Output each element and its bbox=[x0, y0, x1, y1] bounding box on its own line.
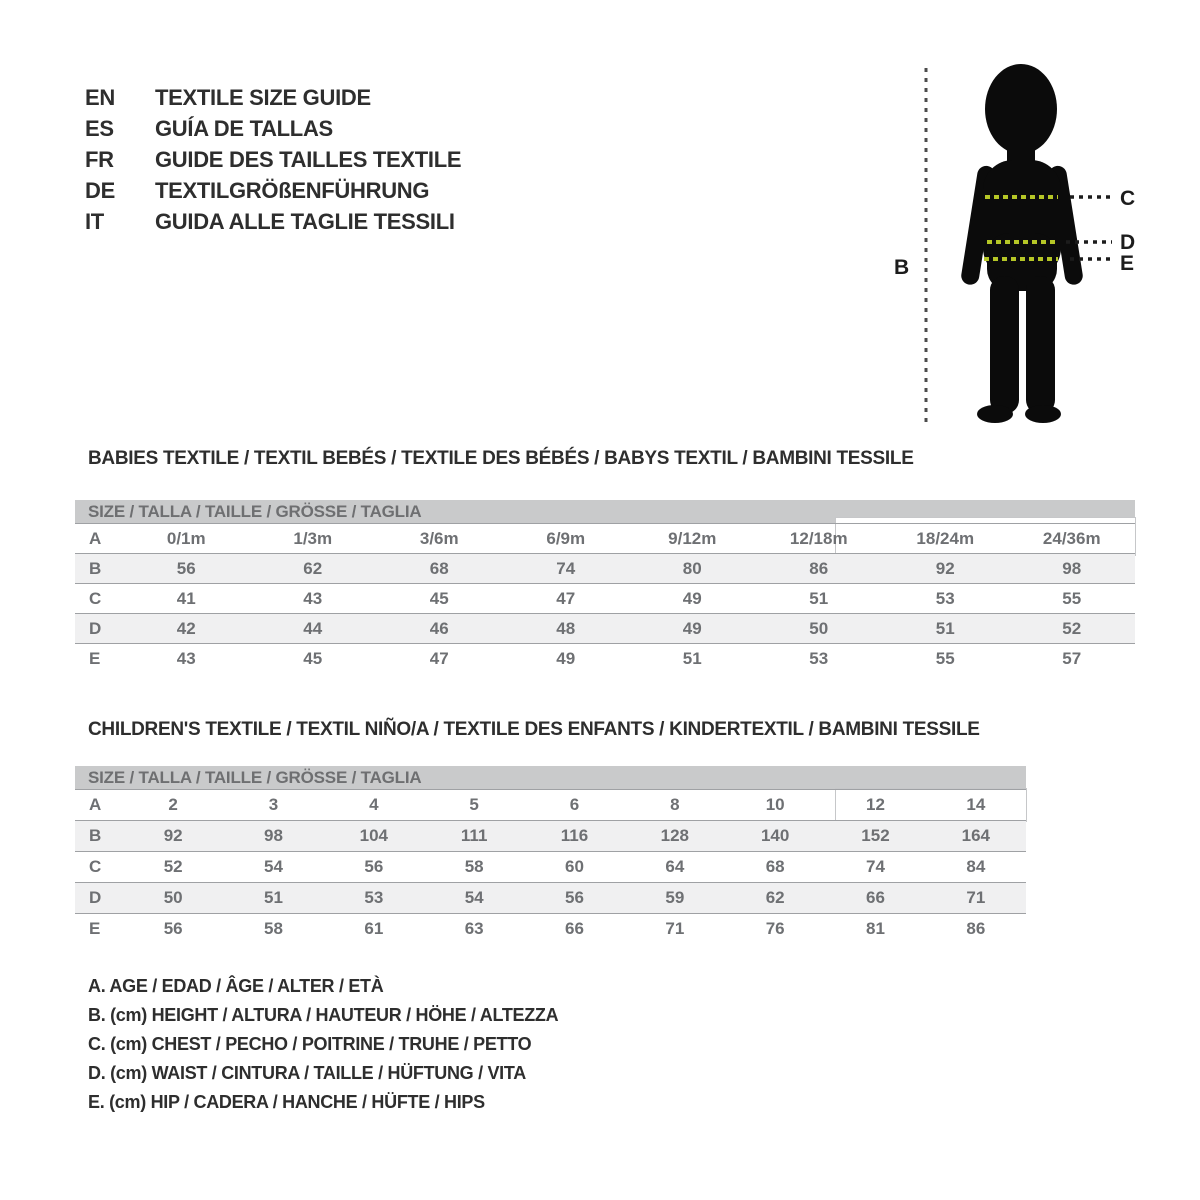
table-cell: 64 bbox=[665, 857, 685, 876]
table-cell: 54 bbox=[464, 888, 484, 907]
table-cell: 76 bbox=[765, 919, 785, 938]
table-cell: 43 bbox=[303, 589, 323, 608]
table-cell: 164 bbox=[961, 826, 991, 845]
table-cell: 24/36m bbox=[1042, 529, 1101, 548]
size-header-label: SIZE / TALLA / TAILLE / GRÖSSE / TAGLIA bbox=[88, 768, 422, 787]
table-cell: 51 bbox=[935, 619, 955, 638]
table-cell: 62 bbox=[303, 559, 323, 578]
table-row bbox=[75, 851, 1026, 882]
lang-code: IT bbox=[85, 209, 104, 234]
table-cell: 41 bbox=[176, 589, 196, 608]
table-cell: 80 bbox=[682, 559, 702, 578]
legend-line-height: B. (cm) HEIGHT / ALTURA / HAUTEUR / HÖHE / ALTEZZA bbox=[88, 1005, 559, 1025]
table-cell: 1/3m bbox=[293, 529, 333, 548]
row-label: E bbox=[89, 649, 101, 668]
table-cell: 6 bbox=[569, 795, 580, 814]
table-cell: 55 bbox=[1062, 589, 1082, 608]
table-cell: 43 bbox=[176, 649, 196, 668]
table-cell: 86 bbox=[809, 559, 829, 578]
child-silhouette bbox=[960, 64, 1084, 423]
table-cell: 10 bbox=[765, 795, 785, 814]
table-cell: 49 bbox=[682, 589, 702, 608]
table-cell: 111 bbox=[460, 826, 488, 845]
table-cell: 51 bbox=[809, 589, 829, 608]
size-header-label: SIZE / TALLA / TAILLE / GRÖSSE / TAGLIA bbox=[88, 502, 422, 521]
table-row bbox=[75, 913, 1026, 944]
table-cell: 56 bbox=[163, 919, 183, 938]
table-cell: 56 bbox=[565, 888, 584, 907]
table-cell: 18/24m bbox=[916, 529, 975, 548]
table-cell: 61 bbox=[364, 919, 384, 938]
height-label: B bbox=[894, 256, 910, 279]
table-cell: 45 bbox=[429, 589, 449, 608]
table-cell: 92 bbox=[935, 559, 955, 578]
row-label: A bbox=[89, 529, 102, 548]
table-cell: 53 bbox=[809, 649, 829, 668]
table-row bbox=[75, 820, 1026, 851]
table-cell: 66 bbox=[565, 919, 584, 938]
table-row bbox=[75, 613, 1135, 643]
lang-row-de bbox=[85, 175, 461, 206]
table-cell: 52 bbox=[163, 857, 183, 876]
table-cell: 71 bbox=[665, 919, 685, 938]
waist-label: D bbox=[1120, 231, 1136, 254]
table-cell: 48 bbox=[556, 619, 576, 638]
table-cell: 3/6m bbox=[419, 529, 459, 548]
table-cell: 54 bbox=[264, 857, 283, 876]
table-row bbox=[75, 882, 1026, 913]
lang-title: GUÍA DE TALLAS bbox=[155, 116, 333, 141]
row-label: C bbox=[89, 857, 102, 876]
lang-code: DE bbox=[85, 178, 115, 203]
legend-line-age: A. AGE / EDAD / ÂGE / ALTER / ETÀ bbox=[88, 976, 384, 996]
table-cell: 60 bbox=[565, 857, 584, 876]
table-cell: 45 bbox=[303, 649, 323, 668]
table-cell: 3 bbox=[268, 795, 279, 814]
child-silhouette-figure bbox=[880, 48, 1150, 440]
table-cell: 74 bbox=[866, 857, 885, 876]
lang-row-fr bbox=[85, 144, 461, 175]
table-row bbox=[75, 583, 1135, 613]
lang-title: TEXTILE SIZE GUIDE bbox=[155, 85, 371, 110]
table-cell: 47 bbox=[429, 649, 449, 668]
table-cell: 84 bbox=[966, 857, 986, 876]
row-label: D bbox=[89, 888, 102, 907]
table-cell: 2 bbox=[168, 795, 178, 814]
table-cell: 6/9m bbox=[546, 529, 586, 548]
table-cell: 98 bbox=[264, 826, 283, 845]
table-cell: 74 bbox=[556, 559, 576, 578]
table-cell: 47 bbox=[556, 589, 576, 608]
table-cell: 152 bbox=[861, 826, 890, 845]
table-cell: 68 bbox=[765, 857, 785, 876]
measurement-diagram bbox=[880, 48, 1150, 440]
language-title-block bbox=[85, 82, 461, 237]
table-cell: 53 bbox=[935, 589, 955, 608]
table-cell: 58 bbox=[264, 919, 283, 938]
lang-code: FR bbox=[85, 147, 114, 172]
chest-label: C bbox=[1120, 187, 1136, 210]
row-label: D bbox=[89, 619, 102, 638]
table-cell: 0/1m bbox=[166, 529, 206, 548]
table-cell: 55 bbox=[935, 649, 955, 668]
children-section-heading: CHILDREN'S TEXTILE / TEXTIL NIÑO/A / TEXTILE DES ENFANTS / KINDERTEXTIL / BAMBINI TESSILE bbox=[88, 719, 980, 740]
lang-row-es bbox=[85, 113, 461, 144]
table-cell: 8 bbox=[670, 795, 680, 814]
table-cell: 104 bbox=[359, 826, 389, 845]
legend-line-hip: E. (cm) HIP / CADERA / HANCHE / HÜFTE / HIPS bbox=[88, 1092, 485, 1112]
table-cell: 140 bbox=[760, 826, 790, 845]
table-cell: 51 bbox=[264, 888, 283, 907]
children-size-table bbox=[75, 766, 1026, 944]
table-cell: 44 bbox=[303, 619, 323, 638]
row-label: B bbox=[89, 826, 102, 845]
children-table-rows bbox=[75, 789, 1026, 944]
table-cell: 71 bbox=[966, 888, 986, 907]
table-cell: 52 bbox=[1062, 619, 1082, 638]
legend-line-waist: D. (cm) WAIST / CINTURA / TAILLE / HÜFTUNG / VITA bbox=[88, 1063, 526, 1083]
lang-title: GUIDA ALLE TAGLIE TESSILI bbox=[155, 209, 455, 234]
table-cell: 14 bbox=[966, 795, 986, 814]
table-cell: 4 bbox=[369, 795, 379, 814]
table-cell: 58 bbox=[464, 857, 484, 876]
table-cell: 46 bbox=[429, 619, 449, 638]
table-cell: 92 bbox=[163, 826, 183, 845]
table-cell: 12 bbox=[866, 795, 885, 814]
lang-title: GUIDE DES TAILLES TEXTILE bbox=[155, 147, 462, 172]
table-cell: 63 bbox=[464, 919, 484, 938]
babies-table-rows bbox=[75, 523, 1135, 673]
table-cell: 86 bbox=[966, 919, 986, 938]
lang-code: ES bbox=[85, 116, 114, 141]
table-cell: 68 bbox=[429, 559, 449, 578]
table-row bbox=[75, 643, 1135, 673]
table-cell: 51 bbox=[682, 649, 702, 668]
table-cell: 56 bbox=[176, 559, 196, 578]
table-row bbox=[75, 523, 1135, 553]
row-label: B bbox=[89, 559, 102, 578]
lang-title: TEXTILGRÖßENFÜHRUNG bbox=[155, 178, 430, 203]
row-label: C bbox=[89, 589, 102, 608]
table-cell: 98 bbox=[1062, 559, 1082, 578]
table-row bbox=[75, 553, 1135, 583]
table-cell: 57 bbox=[1062, 649, 1082, 668]
legend-line-chest: C. (cm) CHEST / PECHO / POITRINE / TRUHE / PETTO bbox=[88, 1034, 532, 1054]
table-cell: 116 bbox=[560, 826, 589, 845]
table-cell: 62 bbox=[765, 888, 785, 907]
babies-section-heading: BABIES TEXTILE / TEXTIL BEBÉS / TEXTILE DES BÉBÉS / BABYS TEXTIL / BAMBINI TESSILE bbox=[88, 448, 914, 469]
table-cell: 56 bbox=[364, 857, 384, 876]
lang-row-it bbox=[85, 206, 461, 237]
table-cell: 49 bbox=[682, 619, 702, 638]
table-cell: 50 bbox=[163, 888, 183, 907]
children-table-header bbox=[75, 766, 1026, 789]
table-cell: 5 bbox=[469, 795, 479, 814]
table-cell: 53 bbox=[364, 888, 384, 907]
table-cell: 12/18m bbox=[789, 529, 848, 548]
table-cell: 49 bbox=[556, 649, 576, 668]
table-cell: 59 bbox=[665, 888, 685, 907]
measurement-legend bbox=[88, 972, 558, 1117]
row-label: E bbox=[89, 919, 101, 938]
lang-code: EN bbox=[85, 85, 115, 110]
table-cell: 128 bbox=[660, 826, 690, 845]
row-label: A bbox=[89, 795, 102, 814]
lang-row-en bbox=[85, 82, 461, 113]
hip-label: E bbox=[1120, 252, 1135, 275]
table-cell: 66 bbox=[866, 888, 885, 907]
table-row bbox=[75, 789, 1026, 820]
table-cell: 50 bbox=[809, 619, 829, 638]
babies-size-table bbox=[75, 500, 1135, 673]
table-cell: 9/12m bbox=[668, 529, 717, 548]
table-cell: 81 bbox=[866, 919, 885, 938]
table-cell: 42 bbox=[176, 619, 196, 638]
